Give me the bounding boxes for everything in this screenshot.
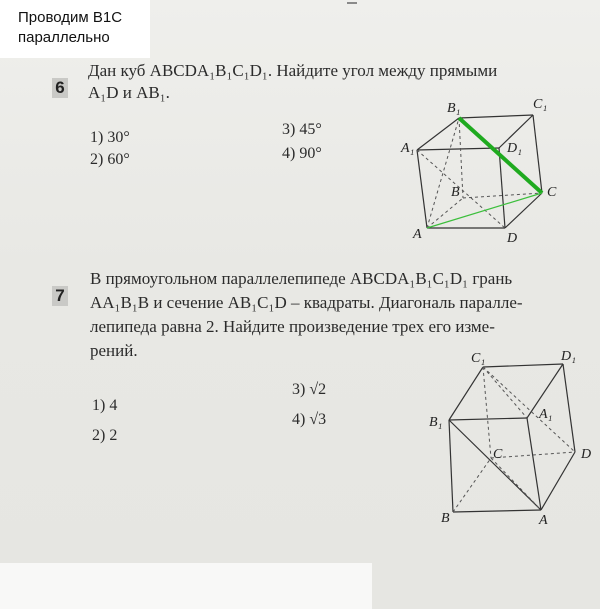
cube-figure — [395, 90, 585, 250]
note-caption-line-1: Проводим В1С — [18, 9, 123, 26]
edge-b1b-hidden — [459, 118, 463, 198]
edge-a1d1 — [417, 148, 499, 150]
label-d: D — [581, 447, 592, 462]
diag-ab1-hidden — [427, 118, 459, 228]
task-7-text-line-3: лепипеда равна 2. Найдите произведение трех его изме- — [90, 317, 495, 336]
diag-c1d-hidden — [483, 367, 575, 452]
label-c: C — [547, 185, 557, 200]
task-6-text-line-2: A₁D и AB₁. — [88, 83, 170, 102]
task-6-option-4: 4) 90° — [282, 145, 322, 162]
task-7-option-2: 2) 2 — [92, 427, 118, 444]
task-7-option-1: 1) 4 — [92, 397, 118, 414]
label-d: D — [507, 231, 518, 246]
bottom-white-area — [0, 563, 372, 609]
diag-ca-hidden — [491, 458, 541, 510]
edge-d1d — [563, 364, 575, 452]
task-6-option-2: 2) 60° — [90, 151, 130, 168]
edge-b1b — [449, 420, 453, 512]
edge-c1d1 — [483, 364, 563, 367]
edge-c1c — [533, 115, 542, 193]
edge-b1c1 — [459, 115, 533, 118]
green-line-ac — [427, 193, 542, 228]
label-a: A — [539, 513, 548, 528]
diag-c1a1-hidden — [483, 367, 527, 418]
task-7-option-4: 4) √3 — [292, 411, 327, 428]
edge-ad — [541, 452, 575, 510]
diag-b1a — [449, 420, 541, 510]
label-d1: D₁ — [561, 349, 576, 364]
task-7-text-line-1: В прямоугольном параллелепипеде ABCDA₁B₁C₁D₁ грань — [90, 269, 513, 288]
note-caption — [0, 0, 150, 58]
task-7-text-line-4: рений. — [90, 341, 138, 360]
label-a1: A₁ — [539, 407, 553, 422]
parallelepiped-figure — [425, 340, 600, 530]
task-7-number: 7 — [52, 286, 68, 306]
label-a: A — [413, 227, 422, 242]
edge-a1a — [417, 150, 427, 228]
label-c1: C₁ — [471, 351, 486, 366]
page-mark — [347, 2, 357, 4]
task-6-option-1: 1) 30° — [90, 129, 130, 146]
edge-b1a1 — [449, 418, 527, 420]
label-b1: B₁ — [429, 415, 443, 430]
label-d1: D₁ — [507, 141, 522, 156]
label-b: B — [451, 185, 460, 200]
task-7-text-line-2: AA₁B₁B и сечение AB₁C₁D – квадраты. Диагональ паралле- — [90, 293, 523, 312]
note-caption-line-2: параллельно — [18, 29, 110, 46]
edge-bc-hidden — [453, 458, 491, 512]
label-c1: C₁ — [533, 97, 548, 112]
edge-b1c1 — [449, 367, 483, 420]
label-a1: A₁ — [401, 141, 415, 156]
edge-ba — [453, 510, 541, 512]
task-7-option-3: 3) √2 — [292, 381, 327, 398]
edge-a1a — [527, 418, 541, 510]
task-6-number: 6 — [52, 78, 68, 98]
edge-ab-hidden — [427, 198, 463, 228]
task-6-text-line-1: Дан куб ABCDA₁B₁C₁D₁. Найдите угол между прямыми — [88, 61, 498, 80]
task-6-option-3: 3) 45° — [282, 121, 322, 138]
label-b: B — [441, 511, 450, 526]
edge-c1c-hidden — [483, 367, 491, 458]
green-line-b1c — [459, 118, 542, 193]
label-b1: B₁ — [447, 101, 461, 116]
edge-a1b1 — [417, 118, 459, 150]
label-c: C — [493, 447, 503, 462]
